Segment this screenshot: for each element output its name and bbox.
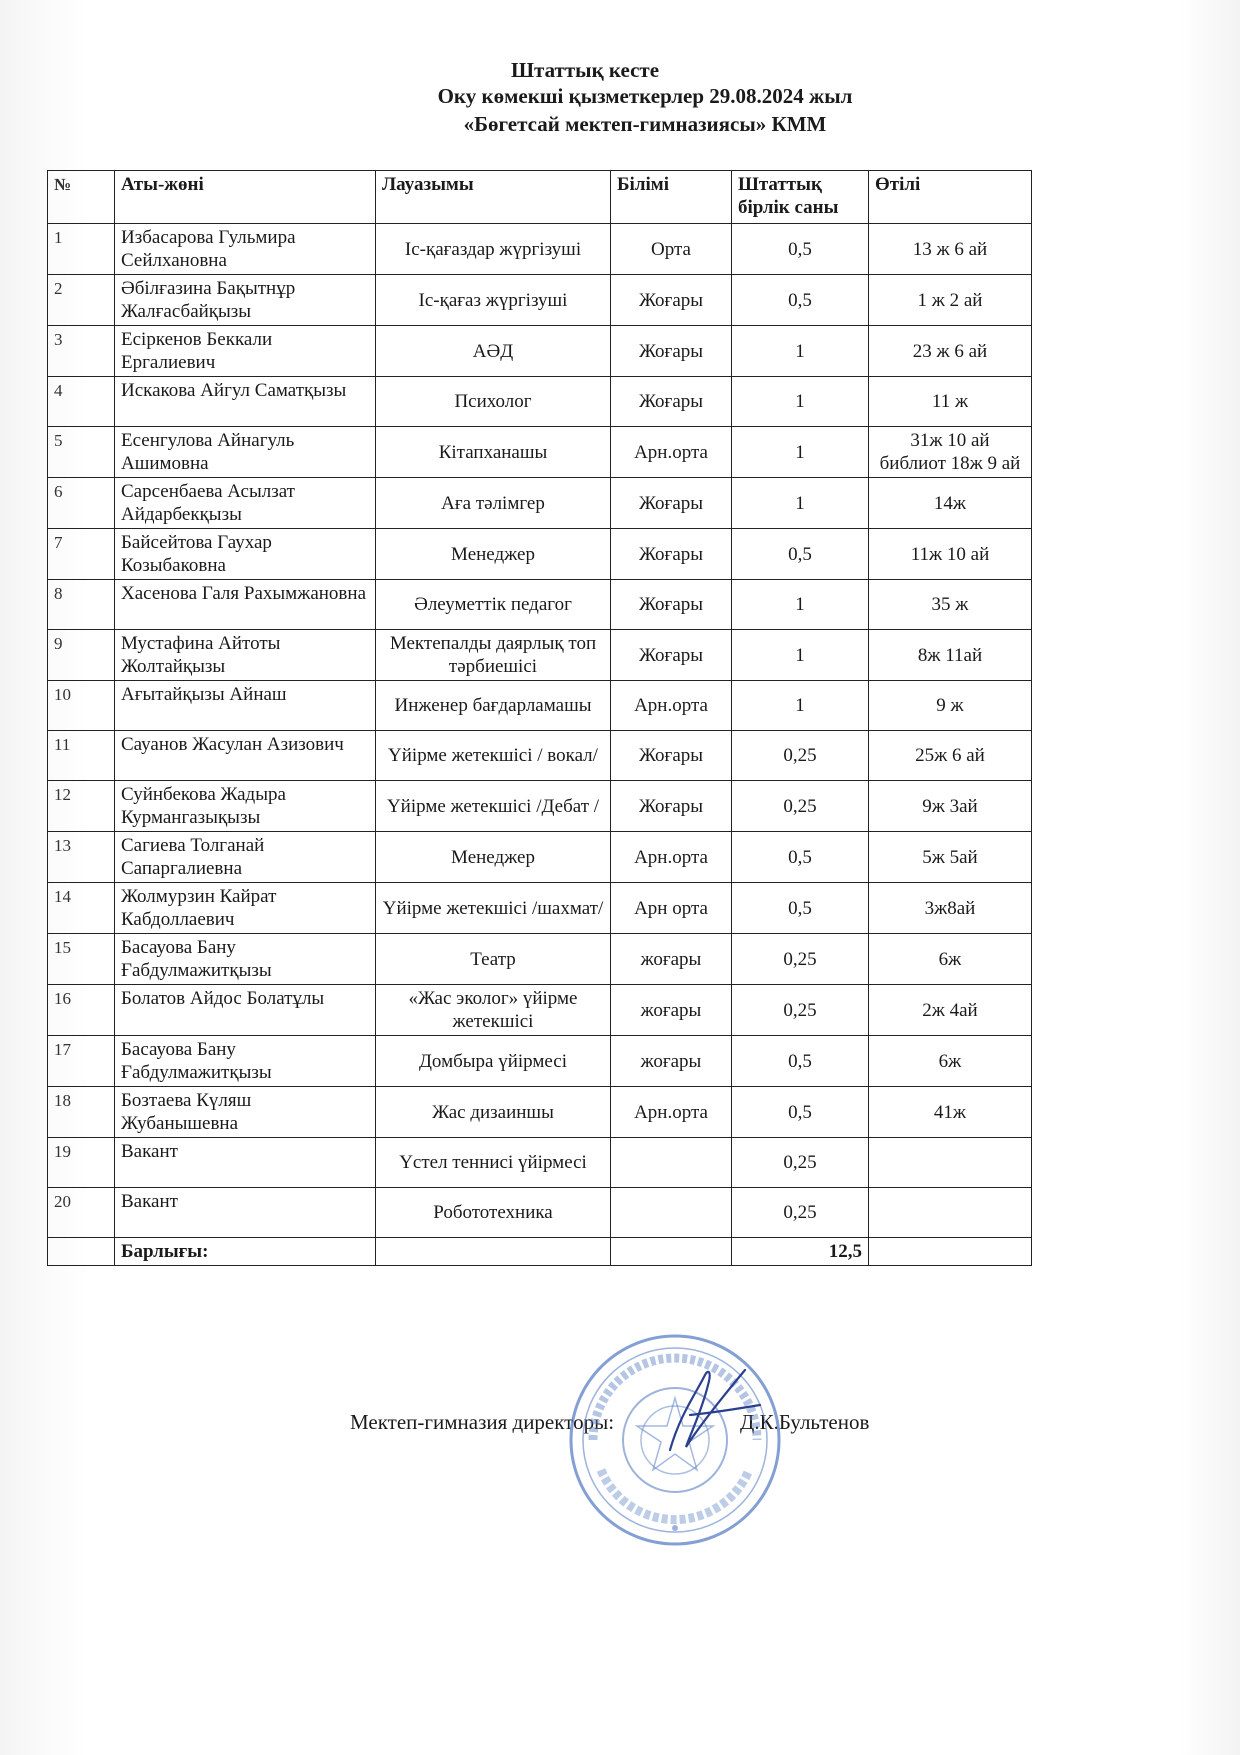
row-number-cell: 3 (48, 326, 115, 377)
doc-subtitle: Оку көмекші қызметкерлер 29.08.2024 жыл (437, 84, 853, 108)
table-body (48, 224, 1032, 1238)
row-number-cell: 17 (48, 1036, 115, 1087)
row-units-cell: 0,25 (732, 781, 869, 832)
row-units-cell: 0,25 (732, 985, 869, 1036)
col-header-name: Аты-жөні (115, 171, 376, 224)
row-position-cell: Мектепалды даярлық топ тәрбиешісі (376, 630, 611, 681)
row-name-cell: Әбілғазина Бақытнұр Жалғасбайқызы (115, 275, 376, 326)
table-header-row (48, 171, 1032, 224)
table-row (48, 326, 1032, 377)
row-units-cell: 1 (732, 681, 869, 731)
row-experience-cell (869, 1188, 1032, 1238)
row-number-cell: 5 (48, 427, 115, 478)
table-row (48, 1138, 1032, 1188)
row-units-cell: 1 (732, 478, 869, 529)
table-row (48, 883, 1032, 934)
row-name-cell: Болатов Айдос Болатұлы (115, 985, 376, 1036)
row-units-cell: 0,25 (732, 1188, 869, 1238)
row-experience-cell: 8ж 11ай (869, 630, 1032, 681)
table-row (48, 427, 1032, 478)
row-experience-cell: 1 ж 2 ай (869, 275, 1032, 326)
row-position-cell: АӘД (376, 326, 611, 377)
row-position-cell: «Жас эколог» үйірме жетекшісі (376, 985, 611, 1036)
row-name-cell: Вакант (115, 1138, 376, 1188)
row-education-cell: Жоғары (611, 275, 732, 326)
row-position-cell: Театр (376, 934, 611, 985)
row-position-cell: Іс-қағаздар жүргізуші (376, 224, 611, 275)
row-education-cell: Жоғары (611, 326, 732, 377)
col-header-units: Штаттық бірлік саны (732, 171, 869, 224)
row-education-cell: Орта (611, 224, 732, 275)
row-education-cell: Жоғары (611, 580, 732, 630)
row-education-cell: Жоғары (611, 630, 732, 681)
row-position-cell: Үйірме жетекшісі / вокал/ (376, 731, 611, 781)
row-number-cell: 19 (48, 1138, 115, 1188)
table-row (48, 832, 1032, 883)
row-number-cell: 18 (48, 1087, 115, 1138)
director-label: Мектеп-гимназия директоры: (350, 1410, 615, 1434)
table-row (48, 224, 1032, 275)
row-experience-cell: 31ж 10 ай библиот 18ж 9 ай (869, 427, 1032, 478)
row-education-cell: жоғары (611, 1036, 732, 1087)
director-name: Д.К.Бультенов (740, 1410, 870, 1434)
row-experience-cell: 6ж (869, 934, 1032, 985)
row-name-cell: Басауова Бану Ғабдулмажитқызы (115, 1036, 376, 1087)
row-education-cell: Жоғары (611, 529, 732, 580)
table-row (48, 580, 1032, 630)
row-units-cell: 1 (732, 377, 869, 427)
row-position-cell: Менеджер (376, 529, 611, 580)
row-units-cell: 1 (732, 326, 869, 377)
row-education-cell: Жоғары (611, 478, 732, 529)
row-units-cell: 1 (732, 427, 869, 478)
row-position-cell: Менеджер (376, 832, 611, 883)
row-experience-cell: 6ж (869, 1036, 1032, 1087)
row-experience-cell: 23 ж 6 ай (869, 326, 1032, 377)
row-position-cell: Жас дизаиншы (376, 1087, 611, 1138)
staff-table (47, 170, 1032, 1266)
row-position-cell: Психолог (376, 377, 611, 427)
row-experience-cell: 14ж (869, 478, 1032, 529)
row-name-cell: Избасарова Гульмира Сейлхановна (115, 224, 376, 275)
row-units-cell: 0,5 (732, 883, 869, 934)
row-units-cell: 0,25 (732, 731, 869, 781)
row-number-cell: 15 (48, 934, 115, 985)
row-number-cell: 6 (48, 478, 115, 529)
table-row (48, 275, 1032, 326)
row-position-cell: Инженер бағдарламашы (376, 681, 611, 731)
table-row (48, 1036, 1032, 1087)
row-name-cell: Суйнбекова Жадыра Курмангазықызы (115, 781, 376, 832)
row-experience-cell: 2ж 4ай (869, 985, 1032, 1036)
row-units-cell: 0,25 (732, 934, 869, 985)
total-blank-cell (869, 1238, 1032, 1266)
row-experience-cell: 9ж 3ай (869, 781, 1032, 832)
row-name-cell: Хасенова Галя Рахымжановна (115, 580, 376, 630)
table-row (48, 781, 1032, 832)
col-header-position: Лауазымы (376, 171, 611, 224)
row-position-cell: Үйірме жетекшісі /Дебат / (376, 781, 611, 832)
row-name-cell: Басауова Бану Ғабдулмажитқызы (115, 934, 376, 985)
doc-organization: «Бөгетсай мектеп-гимназиясы» КММ (463, 112, 827, 136)
handwritten-signature-icon (650, 1355, 770, 1465)
row-education-cell: Арн.орта (611, 832, 732, 883)
row-name-cell: Сарсенбаева Асылзат Айдарбекқызы (115, 478, 376, 529)
row-position-cell: Үйірме жетекшісі /шахмат/ (376, 883, 611, 934)
table-row (48, 934, 1032, 985)
row-education-cell: жоғары (611, 985, 732, 1036)
col-header-number: № (48, 171, 115, 224)
row-position-cell: Әлеуметтік педагог (376, 580, 611, 630)
row-education-cell: Арн.орта (611, 427, 732, 478)
row-units-cell: 0,5 (732, 832, 869, 883)
row-education-cell (611, 1188, 732, 1238)
row-number-cell: 7 (48, 529, 115, 580)
total-blank-cell (376, 1238, 611, 1266)
row-units-cell: 0,25 (732, 1138, 869, 1188)
row-number-cell: 4 (48, 377, 115, 427)
row-name-cell: Ағытайқызы Айнаш (115, 681, 376, 731)
row-education-cell: Жоғары (611, 781, 732, 832)
row-units-cell: 1 (732, 630, 869, 681)
row-education-cell: Арн орта (611, 883, 732, 934)
col-header-education: Білімі (611, 171, 732, 224)
row-experience-cell: 25ж 6 ай (869, 731, 1032, 781)
row-experience-cell: 5ж 5ай (869, 832, 1032, 883)
row-units-cell: 0,5 (732, 529, 869, 580)
doc-title: Штаттық кесте (510, 58, 660, 82)
row-name-cell: Вакант (115, 1188, 376, 1238)
row-number-cell: 16 (48, 985, 115, 1036)
row-name-cell: Мустафина Айтоты Жолтайқызы (115, 630, 376, 681)
row-number-cell: 10 (48, 681, 115, 731)
row-number-cell: 20 (48, 1188, 115, 1238)
row-position-cell: Аға тәлімгер (376, 478, 611, 529)
row-experience-cell: 35 ж (869, 580, 1032, 630)
row-position-cell: Домбыра үйірмесі (376, 1036, 611, 1087)
row-name-cell: Жолмурзин Кайрат Кабдоллаевич (115, 883, 376, 934)
row-experience-cell: 9 ж (869, 681, 1032, 731)
row-position-cell: Кітапханашы (376, 427, 611, 478)
row-education-cell (611, 1138, 732, 1188)
row-units-cell: 0,5 (732, 1087, 869, 1138)
row-units-cell: 0,5 (732, 224, 869, 275)
row-name-cell: Сауанов Жасулан Азизович (115, 731, 376, 781)
row-experience-cell: 11 ж (869, 377, 1032, 427)
table-row (48, 377, 1032, 427)
row-experience-cell: 41ж (869, 1087, 1032, 1138)
row-number-cell: 11 (48, 731, 115, 781)
row-position-cell: Іс-қағаз жүргізуші (376, 275, 611, 326)
row-experience-cell: 3ж8ай (869, 883, 1032, 934)
row-name-cell: Байсейтова Гаухар Козыбаковна (115, 529, 376, 580)
row-name-cell: Есіркенов Беккали Ергалиевич (115, 326, 376, 377)
row-education-cell: Арн.орта (611, 1087, 732, 1138)
row-name-cell: Искакова Айгул Саматқызы (115, 377, 376, 427)
table-row (48, 478, 1032, 529)
row-experience-cell (869, 1138, 1032, 1188)
row-number-cell: 8 (48, 580, 115, 630)
row-experience-cell: 11ж 10 ай (869, 529, 1032, 580)
table-row (48, 1188, 1032, 1238)
total-blank-cell (48, 1238, 115, 1266)
row-position-cell: Үстел теннисі үйірмесі (376, 1138, 611, 1188)
table-row (48, 529, 1032, 580)
row-number-cell: 2 (48, 275, 115, 326)
row-number-cell: 1 (48, 224, 115, 275)
row-education-cell: жоғары (611, 934, 732, 985)
row-number-cell: 13 (48, 832, 115, 883)
table-row (48, 681, 1032, 731)
row-name-cell: Сагиева Толганай Сапаргалиевна (115, 832, 376, 883)
row-position-cell: Робототехника (376, 1188, 611, 1238)
row-name-cell: Есенгулова Айнагуль Ашимовна (115, 427, 376, 478)
table-row (48, 1087, 1032, 1138)
row-name-cell: Бозтаева Күляш Жубанышевна (115, 1087, 376, 1138)
row-units-cell: 1 (732, 580, 869, 630)
row-education-cell: Жоғары (611, 731, 732, 781)
row-experience-cell: 13 ж 6 ай (869, 224, 1032, 275)
total-blank-cell (611, 1238, 732, 1266)
row-units-cell: 0,5 (732, 1036, 869, 1087)
row-number-cell: 14 (48, 883, 115, 934)
total-label: Барлығы: (115, 1238, 376, 1266)
row-education-cell: Жоғары (611, 377, 732, 427)
row-units-cell: 0,5 (732, 275, 869, 326)
col-header-experience: Өтілі (869, 171, 1032, 224)
table-row (48, 731, 1032, 781)
total-row (48, 1238, 1032, 1266)
total-units: 12,5 (732, 1238, 869, 1266)
table-row (48, 985, 1032, 1036)
table-row (48, 630, 1032, 681)
row-number-cell: 9 (48, 630, 115, 681)
row-education-cell: Арн.орта (611, 681, 732, 731)
row-number-cell: 12 (48, 781, 115, 832)
